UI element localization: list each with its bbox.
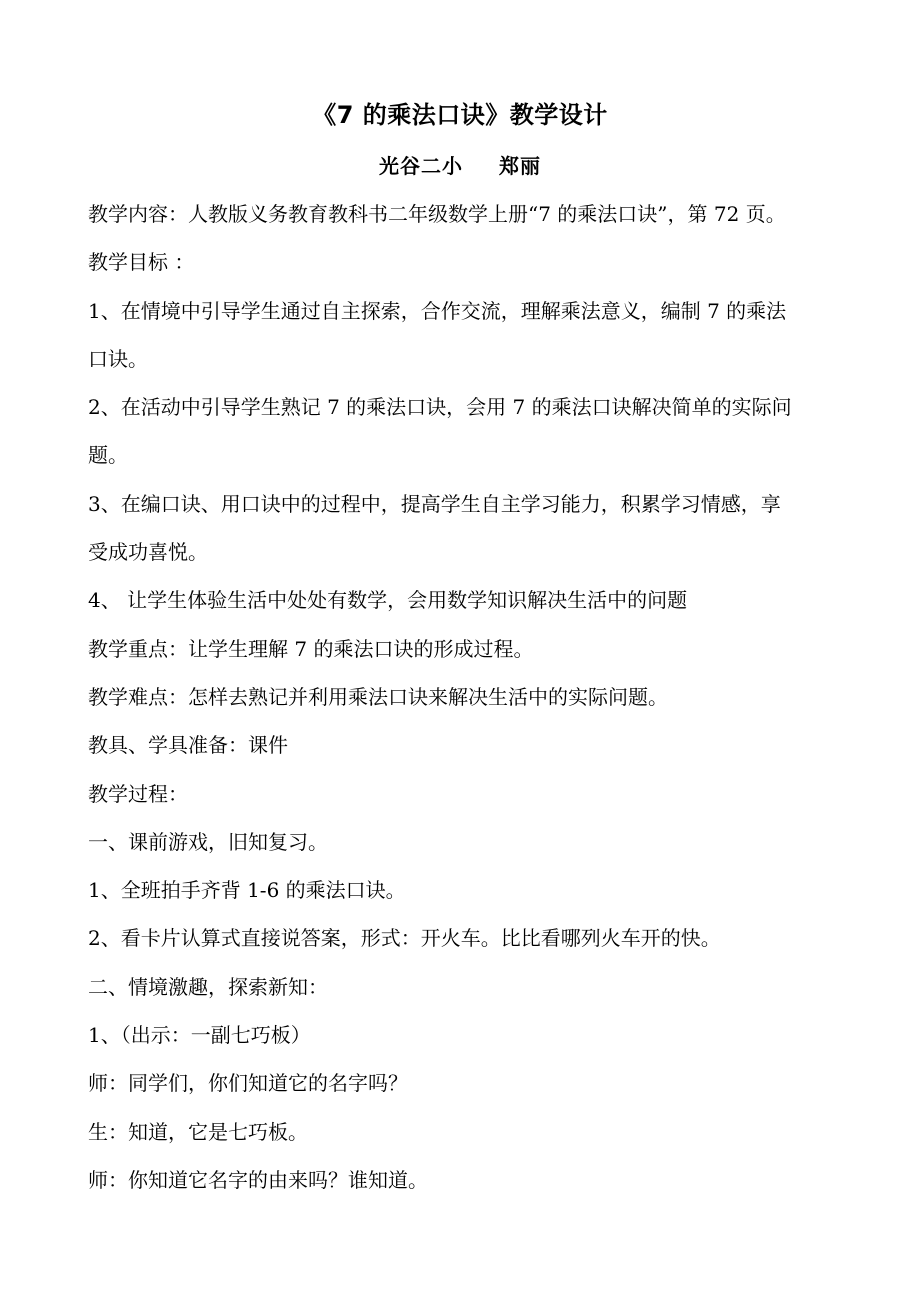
content-line: 2、在活动中引导学生熟记 7 的乘法口诀，会用 7 的乘法口诀解决简单的实际问 xyxy=(88,395,792,420)
content-line: 一、课前游戏，旧知复习。 xyxy=(88,829,328,854)
content-line: 教学内容：人教版义务教育教科书二年级数学上册“7 的乘法口诀”，第 72 页。 xyxy=(88,202,786,226)
content-line: 4、 让学生体验生活中处处有数学，会用数学知识解决生活中的问题 xyxy=(88,588,688,613)
content-line: 教学难点：怎样去熟记并利用乘法口诀来解决生活中的实际问题。 xyxy=(88,684,668,709)
author-line xyxy=(0,150,920,179)
content-line: 1、在情境中引导学生通过自主探索，合作交流，理解乘法意义，编制 7 的乘法 xyxy=(88,298,787,323)
content-line: 师：你知道它名字的由来吗？谁知道。 xyxy=(88,1167,428,1192)
content-line: 2、看卡片认算式直接说答案，形式：开火车。比比看哪列火车开的快。 xyxy=(88,926,721,951)
content-line: 教学重点：让学生理解 7 的乘法口诀的形成过程。 xyxy=(88,636,534,661)
content-line: 口诀。 xyxy=(88,346,148,371)
content-line: 教学目标 ： xyxy=(88,250,195,275)
content-line: 生：知道，它是七巧板。 xyxy=(88,1119,308,1144)
content-line: 1、全班拍手齐背 1-6 的乘法口诀。 xyxy=(88,878,406,903)
document-title: 《7 的乘法口诀》教学设计 xyxy=(312,101,608,129)
content-line: 1、（出示：一副七巧板） xyxy=(88,1023,311,1048)
content-line: 受成功喜悦。 xyxy=(88,540,208,565)
document-body xyxy=(88,190,848,1204)
content-line: 教学过程： xyxy=(88,781,188,806)
content-line: 3、在编口诀、用口诀中的过程中，提高学生自主学习能力，积累学习情感，享 xyxy=(88,491,781,516)
content-line: 题。 xyxy=(88,443,128,468)
author-school: 光谷二小 xyxy=(379,154,463,178)
content-line: 教具、学具准备：课件 xyxy=(88,733,288,758)
author-name: 郑丽 xyxy=(499,154,541,178)
content-line: 师：同学们，你们知道它的名字吗？ xyxy=(88,1071,408,1096)
content-line: 二、情境激趣，探索新知： xyxy=(88,974,328,999)
